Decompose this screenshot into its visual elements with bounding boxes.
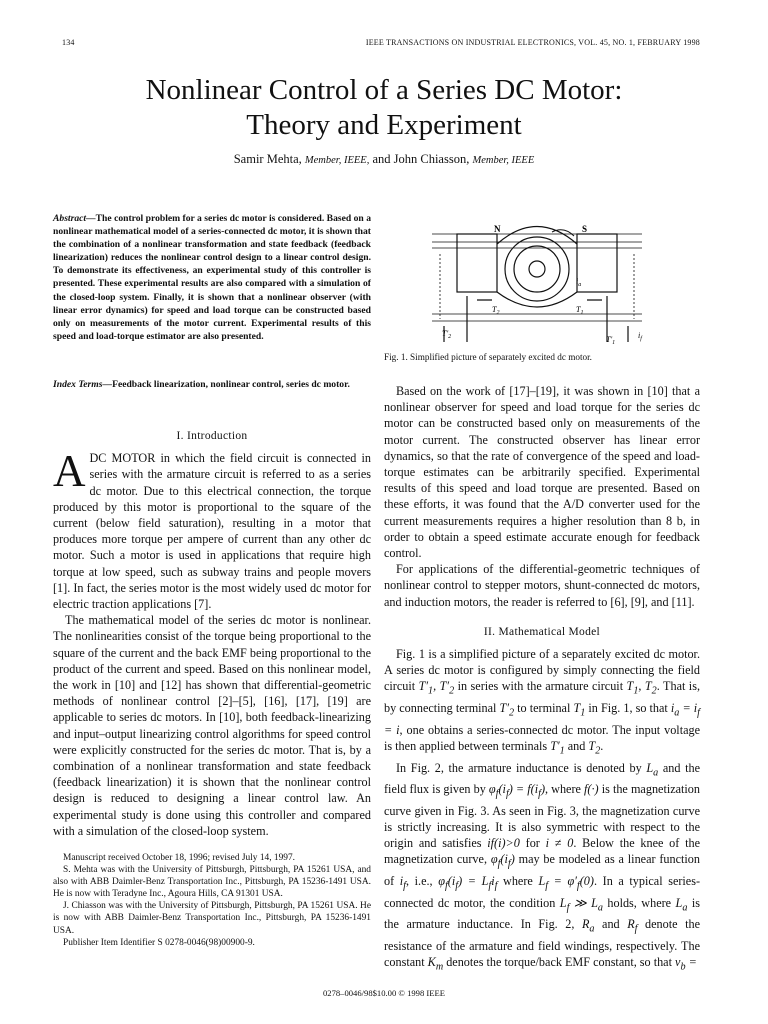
index-terms-label: Index Terms— xyxy=(53,379,113,390)
footnote-publisher-id: Publisher Item Identifier S 0278-0046(98)00900-9. xyxy=(63,937,255,948)
author-1-membership: Member, IEEE, xyxy=(304,155,370,166)
abstract xyxy=(53,212,371,343)
footnote-received: Manuscript received October 18, 1996; revised July 14, 1997. xyxy=(63,853,295,863)
title-line-1: Nonlinear Control of a Series DC Motor: xyxy=(145,74,623,106)
journal-header: IEEE TRANSACTIONS ON INDUSTRIAL ELECTRONICS, VOL. 45, NO. 1, FEBRUARY 1998 xyxy=(365,38,700,47)
terminal-t2-label: $T_2$ xyxy=(492,305,500,316)
field-current-label: $i_f$ xyxy=(638,331,642,342)
author-1: Samir Mehta, xyxy=(233,152,302,166)
figure-1-motor-diagram xyxy=(412,214,662,350)
motor-diagram-svg xyxy=(412,214,662,350)
title-line-2: Theory and Experiment xyxy=(246,109,522,141)
paper-title xyxy=(0,73,768,143)
index-terms xyxy=(53,378,371,391)
index-terms-text: Feedback linearization, nonlinear control, series dc motor. xyxy=(112,379,350,390)
terminal-t2-prime-label: $T'_2$ xyxy=(442,329,452,340)
right-column-body xyxy=(384,383,700,976)
intro-paragraph-2: The mathematical model of the series dc motor is nonlinear. The nonlinearities consist of the torque being proportional to the square of the current and the back EMF being proportional to the product of the current and speed. Based on this nonlinear model, the work in [10] and [12] has shown that differential-geometric methods of nonlinear control [2]–[5], [16], [17], [19] are applicable to series dc motors. In [10], both feedback-linearizing and input–output linearizing control algorithms for speed control were explicitly constructed for the series dc motor. That is, by a combination of a nonlinear transformation and state feedback (feedback linearization) it is shown that the nonlinear control design is reduced to designing a linear control law. An experimental study is done using this controller and compared with a simulation of the closed-loop system. xyxy=(53,613,371,838)
left-column-body xyxy=(53,428,371,839)
author-line xyxy=(0,152,768,167)
observer-paragraph: Based on the work of [17]–[19], it was shown in [10] that a nonlinear observer for speed and load torque for the series dc motor can be constructed based only on measurements of the motor current. The constructed observer has linear error dynamics, so that the rate of convergence of the speed and load-torque estimates can be arbitrarily specified. Experimental results of this speed and load torque are presented. Based on these efforts, it was found that the A/D converter used for the current measurements requires a higher resolution than 8 b, in order to obtain a speed estimate accurate enough for feedback control. xyxy=(384,384,700,561)
terminal-t1-label: $T_1$ xyxy=(576,305,584,316)
section-1-heading: I. Introduction xyxy=(176,430,248,442)
pole-s-label: S xyxy=(582,224,588,234)
author-2-membership: Member, IEEE xyxy=(472,155,535,166)
section-2-heading: II. Mathematical Model xyxy=(483,625,601,638)
intro-paragraph-1: ADC MOTOR in which the field circuit is connected in series with the armature circuit is referred to as a series dc motor. Due to this electrical connection, the torque produced by this motor is proportional to the square of the current (below field saturation), resulting in a motor that produces more torque per ampere of current than any other dc motor. Such a motor is used in applications that require high torque at low speed, such as subway trains and people movers [1]. In fact, the series motor is the most widely used dc motor for electric traction applications [7]. xyxy=(53,446,371,612)
terminal-t1-prime-label: $T'_1$ xyxy=(606,335,616,346)
footnote xyxy=(53,852,371,949)
footnote-author-2: J. Chiasson was with the University of Pittsburgh, Pittsburgh, PA 15261 USA. He is now with ABB Daimler-Benz Transportation Inc., Pittsburgh, PA 15236-1491 USA. xyxy=(53,901,371,936)
pole-n-label: N xyxy=(494,224,501,234)
abstract-text: The control problem for a series dc motor is considered. Based on a nonlinear mathematical model of a series-connected dc motor, it is shown that the combination of a nonlinear transformation and state feedback (feedback linearization) reduces the nonlinear control design to a linear control design. To demonstrate its effectiveness, an experimental study of this controller is presented. These experimental results are also compared with a simulation of the closed-loop system. Finally, it is shown that a nonlinear observer (with linear error dynamics) for speed and load torque can be constructed based only on measurements of the motor current. Experimental results of this speed and load-torque estimator are also presented. xyxy=(53,213,371,342)
abstract-label: Abstract— xyxy=(53,213,96,224)
author-2: and John Chiasson, xyxy=(372,152,470,166)
drop-cap: A xyxy=(53,446,86,497)
applications-paragraph: For applications of the differential-geometric techniques of nonlinear control to stepper motors, shunt-connected dc motors, and induction motors, the reader is referred to [6], [9], and [11]. xyxy=(384,562,700,609)
page-number: 134 xyxy=(62,38,75,47)
figure-1-caption: Fig. 1. Simplified picture of separately excited dc motor. xyxy=(384,352,592,362)
footnote-author-1: S. Mehta was with the University of Pittsburgh, Pittsburgh, PA 15261 USA, and also with ABB Daimler-Benz Transportation Inc., Pittsburgh, PA 15236-1491 USA. He is now with Teradyne Inc., Agoura Hills, CA 91301 USA. xyxy=(53,865,371,900)
model-paragraph-1: Fig. 1 is a simplified picture of a separately excited dc motor. A series dc motor is configured by simply connecting the field circuit $T'_1$, $T'_2$ in series with the armature circuit $T_1$, $T_2$. That is, by connecting terminal $T'_2$ to terminal $T_1$ in Fig. 1, so that $i_a = i_f = i$, one obtains a series-connected dc motor. The input voltage is then applied between terminals $T'_1$ and $T_2$. xyxy=(384,647,700,757)
copyright-footer: 0278–0046/98$10.00 © 1998 IEEE xyxy=(322,988,446,998)
armature-current-label: $i_a$ xyxy=(576,277,582,288)
model-paragraph-2: In Fig. 2, the armature inductance is denoted by $L_a$ and the field flux is given by $\varphi_f(i_f) = f(i_f)$, where f(·) is the magnetization curve given in Fig. 3. As seen in Fig. 3, the magnetization curve is strictly increasing. It is also symmetric with respect to the origin and satisfies if(i)>0 for i ≠ 0. Below the knee of the magnetization curve, $\varphi_f(i_f)$ may be modeled as a linear function of $i_f$, i.e., $\varphi_f(i_f) = L_fi_f$ where $L_f = \varphi'_f(0)$. In a typical series-connected dc motor, the condition $L_f$ ≫ $L_a$ holds, where $L_a$ is the armature inductance. In Fig. 2, $R_a$ and $R_f$ denote the resistance of the armature and field windings, respectively. The constant $K_m$ denotes the torque/back EMF constant, so that $v_b$ = xyxy=(384,760,701,973)
